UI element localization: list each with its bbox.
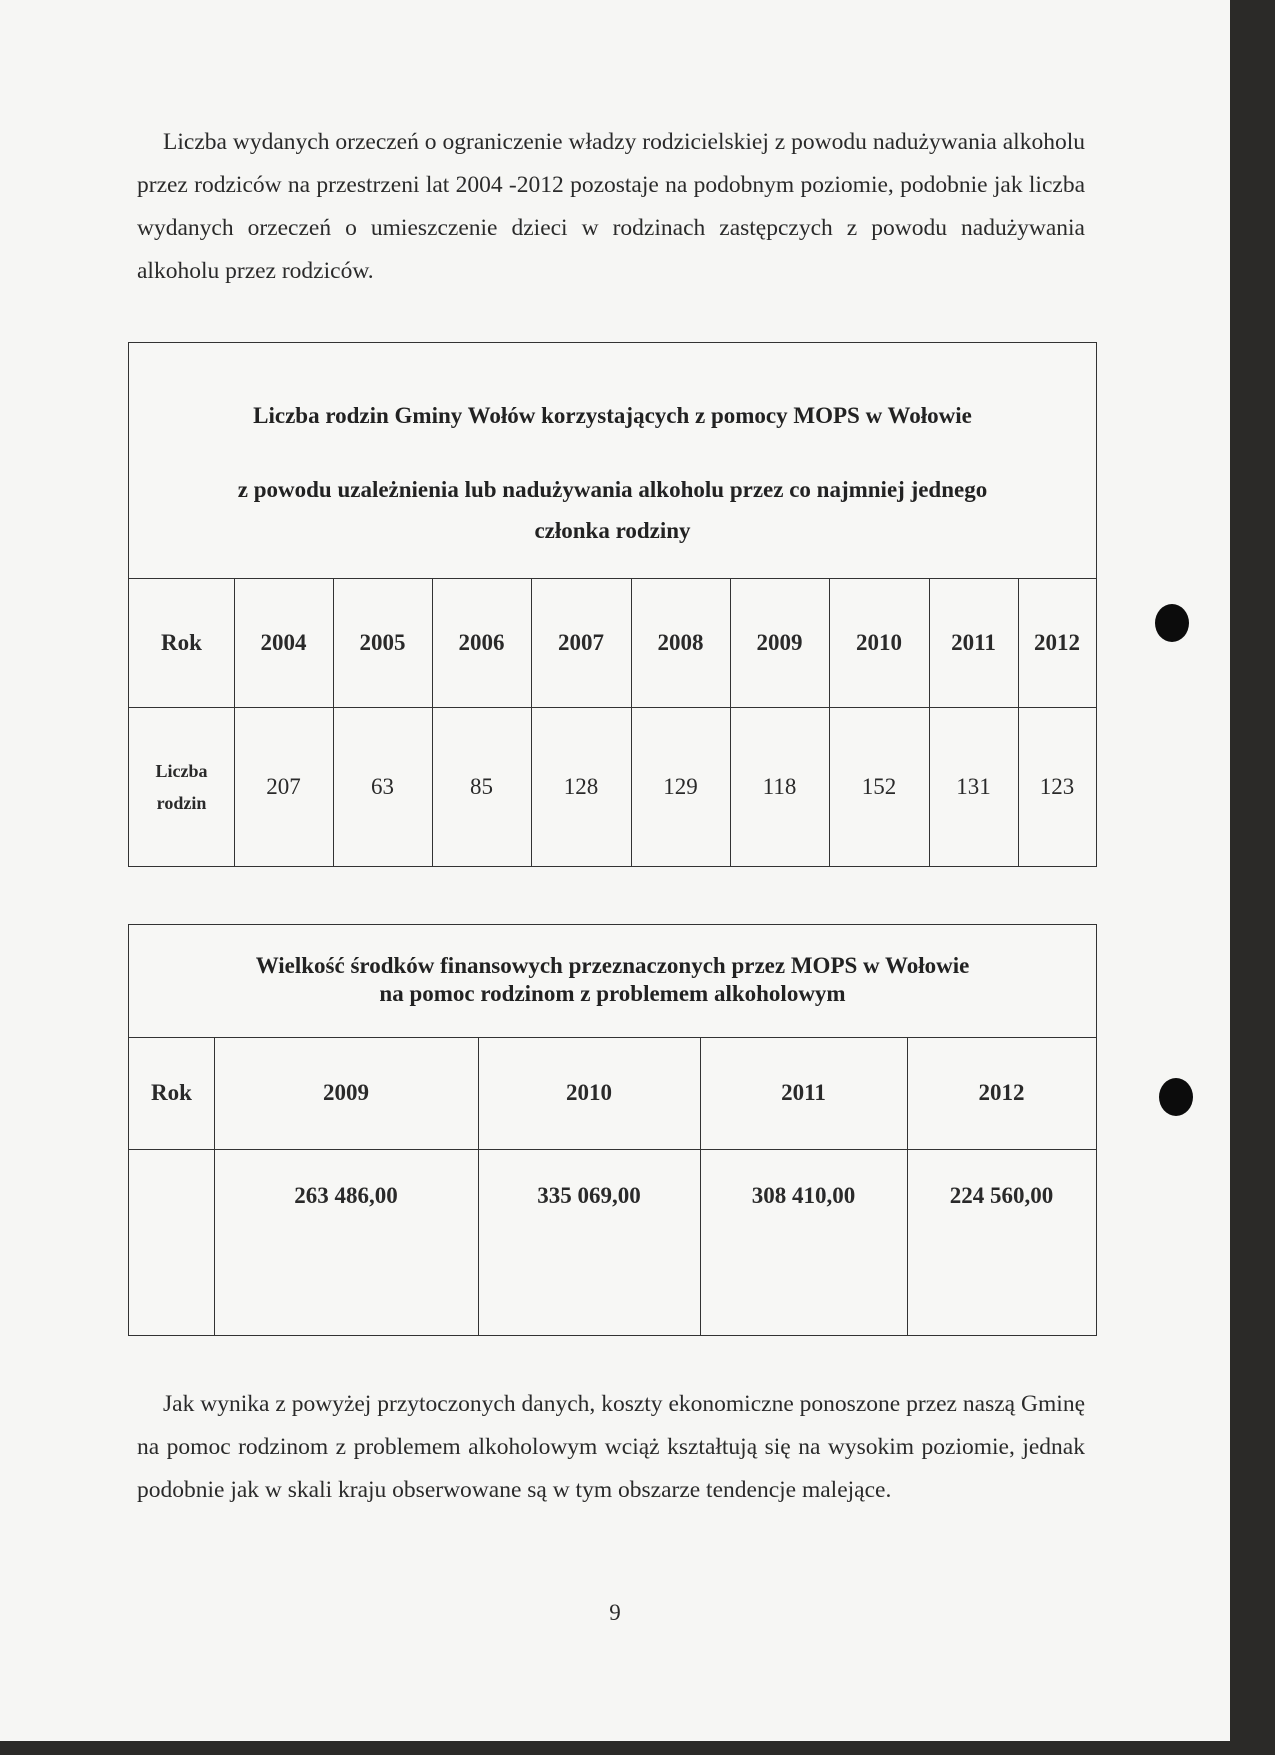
row-header-families	[129, 707, 234, 866]
families-table	[128, 342, 1097, 867]
count-cell: 123	[1039, 773, 1075, 799]
scan-edge-bottom	[0, 1741, 1275, 1755]
year-cell: 2009	[756, 629, 803, 655]
year-cell: 2012	[1034, 629, 1080, 655]
scan-edge-right	[1230, 0, 1275, 1755]
count-cell: 118	[762, 773, 797, 799]
page-number: 9	[609, 1600, 621, 1625]
funds-table	[128, 924, 1097, 1336]
row-header-year: Rok	[151, 1080, 192, 1105]
amount-cell: 224 560,00	[949, 1183, 1054, 1208]
count-cell: 85	[470, 773, 493, 799]
amount-cell: 263 486,00	[294, 1183, 398, 1208]
families-table-title-line3: członka rodziny	[534, 518, 691, 543]
row-header-year: Rok	[161, 629, 202, 655]
count-cell: 63	[371, 773, 394, 799]
year-cell: 2012	[978, 1080, 1025, 1105]
count-cell: 207	[266, 773, 301, 799]
amount-cell: 335 069,00	[537, 1183, 641, 1208]
amount-cell: 308 410,00	[751, 1183, 856, 1208]
year-cell: 2011	[781, 1080, 826, 1105]
intro-paragraph: Liczba wydanych orzeczeń o ograniczenie władzy rodzicielskiej z powodu nadużywania alkoholu przez rodziców na przestrzeni lat 2004 -2012 pozostaje na podobnym poziomie, podobnie jak liczba wydanych orzeczeń o umieszczenie dzieci w rodzinach zastępczych z powodu nadużywania alkoholu przez rodziców.	[137, 129, 1085, 284]
count-cell: 131	[956, 773, 991, 799]
families-table-title-line1: Liczba rodzin Gminy Wołów korzystających z pomocy MOPS w Wołowie	[253, 403, 972, 428]
count-cell: 152	[861, 773, 897, 799]
year-cell: 2006	[458, 629, 505, 655]
funds-table-title-line1: Wielkość środków finansowych przeznaczonych przez MOPS w Wołowie	[255, 953, 970, 978]
punch-hole-icon	[1155, 604, 1189, 642]
year-cell: 2010	[856, 629, 902, 655]
funds-table-title-line2: na pomoc rodzinom z problemem alkoholowym	[379, 981, 846, 1006]
year-cell: 2004	[260, 629, 307, 655]
row-header-families-line1: Liczba	[155, 760, 208, 781]
conclusion-paragraph: Jak wynika z powyżej przytoczonych danych, koszty ekonomiczne ponoszone przez naszą Gminę na pomoc rodzinom z problemem alkoholowym wciąż kształtują się na wysokim poziomie, jednak podobnie jak w skali kraju obserwowane są w tym obszarze tendencje malejące.	[137, 1391, 1085, 1503]
year-cell: 2005	[359, 629, 406, 655]
year-cell: 2008	[657, 629, 704, 655]
families-table-title-line2: z powodu uzależnienia lub nadużywania alkoholu przez co najmniej jednego	[237, 477, 988, 502]
year-cell: 2007	[558, 629, 604, 655]
count-cell: 128	[563, 773, 599, 799]
year-cell: 2010	[566, 1080, 612, 1105]
punch-hole-icon	[1159, 1078, 1193, 1116]
year-cell: 2011	[951, 629, 996, 655]
count-cell: 129	[663, 773, 698, 799]
year-cell: 2009	[323, 1080, 369, 1105]
row-header-families-line2: rodzin	[156, 792, 207, 813]
